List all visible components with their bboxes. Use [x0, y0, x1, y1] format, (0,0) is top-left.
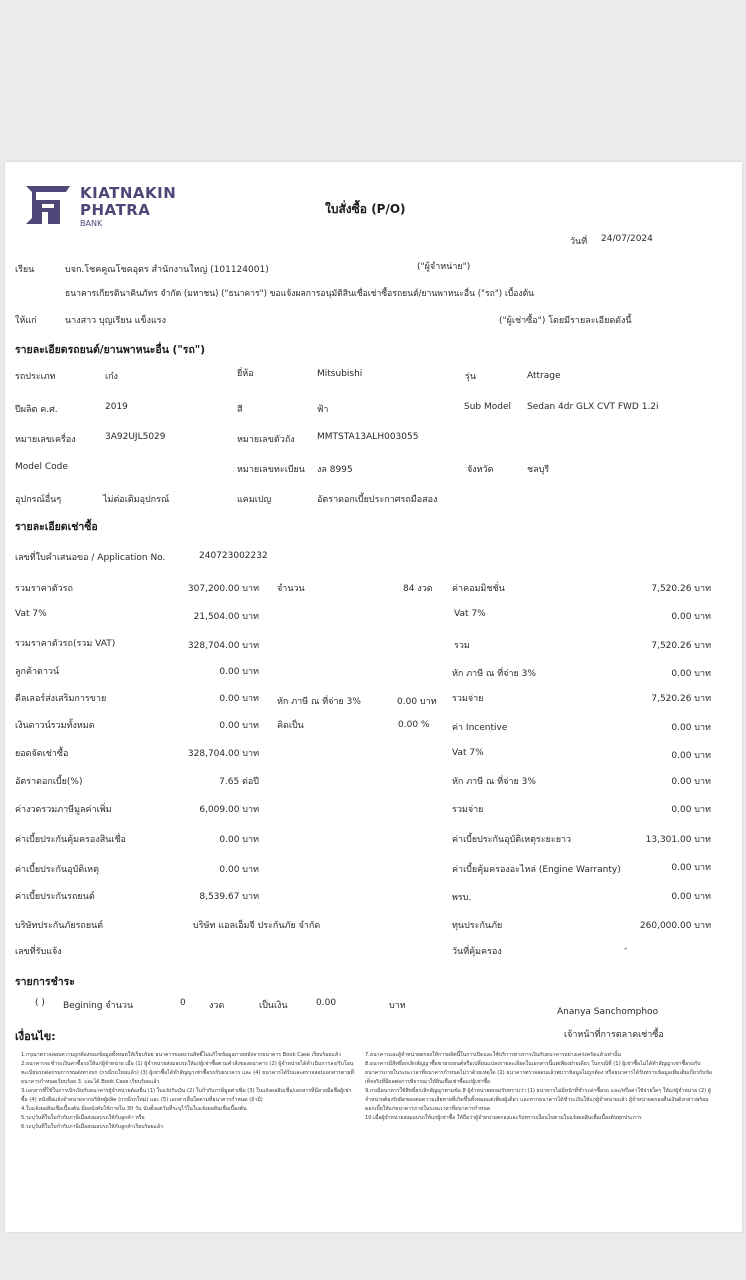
- lease-right-label: รวมจ่าย: [452, 805, 484, 815]
- lease-heading: รายละเอียดเช่าซื้อ: [15, 521, 98, 533]
- vehicle-row-label-1: หมายเลขเครื่อง: [15, 435, 76, 445]
- for-value: นางสาว บุญเรียน แข็งแรง: [65, 316, 167, 326]
- payment-heading: รายการชำระ: [15, 976, 75, 988]
- lease-left-label: เงินดาวน์รวมทั้งหมด: [15, 721, 95, 731]
- vehicle-row-label-3: จังหวัด: [467, 465, 494, 475]
- lease-right-label: ค่าเบี้ยคุ้มครองอะไหล่ (Engine Warranty): [452, 865, 621, 875]
- percent-value: 0.00 %: [398, 720, 430, 730]
- vehicle-row-label-1: Model Code: [15, 462, 68, 472]
- lease-right-value: 7,520.26 บาท: [651, 694, 711, 704]
- vehicle-row-label-2: หมายเลขทะเบียน: [237, 465, 305, 475]
- vehicle-row-label-2: แคมเปญ: [237, 495, 272, 505]
- logo-line1: KIATNAKIN: [80, 184, 177, 202]
- lease-right-value: 0.00 บาท: [671, 723, 711, 733]
- vehicle-row-value-2: อัตราดอกเบี้ยประกาศรถมือสอง: [317, 495, 438, 505]
- sum-insured-value: 260,000.00 บาท: [639, 921, 711, 931]
- vehicle-row-value-3: Attrage: [527, 371, 561, 381]
- coverage-date-label: วันที่คุ้มครอง: [452, 947, 502, 957]
- begining-count: 0: [180, 998, 186, 1008]
- vehicle-row-label-1: อุปกรณ์อื่นๆ: [15, 495, 62, 505]
- lease-left-value: 0.00 บาท: [219, 694, 259, 704]
- lease-left-label: ค่าเบี้ยประกันคุ้มครองสินเชื่อ: [15, 835, 126, 845]
- lease-right-value: 0.00 บาท: [671, 612, 711, 622]
- to-value: บจก.โชคคูณโชคอุดร สำนักงานใหญ่ (101124001): [65, 265, 269, 275]
- vehicle-row-value-2: Mitsubishi: [317, 369, 363, 379]
- amount-label: เป็นเงิน: [259, 1001, 288, 1011]
- lease-left-value: 328,704.00 บาท: [187, 749, 259, 759]
- amount-value: 0.00: [316, 998, 337, 1008]
- application-number: 240723002232: [199, 551, 268, 561]
- lease-right-label: Vat 7%: [452, 748, 484, 758]
- lease-right-value: 0.00 บาท: [671, 892, 711, 902]
- lease-left-value: 0.00 บาท: [219, 865, 259, 875]
- wht-value: 0.00 บาท: [397, 697, 437, 707]
- lease-right-label: Vat 7%: [454, 609, 486, 619]
- condition-item: 4.ใบแจ้งผลสินเชื่อเบื้องต้น มีผลบังคับใช้ภายใน 30 วัน นับตั้งแต่วันที่ระบุไว้ในใบแจ้งผลสินเชื่อเบื้องต้น: [21, 1106, 247, 1112]
- condition-item: 1.กรุณาตรวจสอบความถูกต้องของข้อมูลทั้งหมดให้เรียบร้อย ธนาคารขอสงวนสิทธิ์ไม่แก้ไขข้อมูลภายหลังจากธนาคาร Book Case เรียบร้อยแล้ว: [21, 1052, 341, 1058]
- lease-left-value: 0.00 บาท: [219, 835, 259, 845]
- bank-logo: [22, 182, 182, 234]
- vehicle-row-label-2: หมายเลขตัวถัง: [237, 435, 295, 445]
- to-label: เรียน: [15, 265, 35, 275]
- lease-right-value: 0.00 บาท: [671, 805, 711, 815]
- lease-right-label: หัก ภาษี ณ ที่จ่าย 3%: [452, 669, 536, 679]
- lease-right-label: พรบ.: [452, 893, 472, 903]
- vehicle-row-value-3: ชลบุรี: [527, 465, 550, 475]
- to-role: ("ผู้จำหน่าย"): [417, 262, 471, 272]
- lease-right-label: ค่าเบี้ยประกันอุบัติเหตุระยะยาว: [452, 835, 572, 845]
- lease-left-label: ค่าเบี้ยประกันอุบัติเหตุ: [15, 865, 99, 875]
- begining-unit: งวด: [209, 1001, 225, 1011]
- signer-title: เจ้าหน้าที่การตลาดเช่าซื้อ: [564, 1030, 664, 1040]
- lease-left-label: รวมราคาตัวรถ(รวม VAT): [15, 639, 116, 649]
- lease-right-value: 7,520.26 บาท: [651, 584, 711, 594]
- document-title: ใบสั่งซื้อ (P/O): [325, 202, 406, 216]
- logo-line3: BANK: [80, 219, 103, 228]
- coverage-date-value: -: [624, 944, 628, 954]
- vehicle-row-value-2: MMTSTA13ALH003055: [317, 432, 419, 442]
- lease-left-value: 0.00 บาท: [219, 721, 259, 731]
- condition-item: 7.ธนาคารและผู้จำหน่ายตกลงให้การผลิตนี้ในการเปิดและใช้บริการทางการเงินกับธนาคารอย่างเคร่งครัดแล้วเท่านั้น: [365, 1052, 621, 1058]
- lease-left-label: รวมราคาตัวรถ: [15, 584, 73, 594]
- vehicle-row-value-1: 2019: [105, 402, 128, 412]
- vehicle-row-label-2: สี: [237, 405, 243, 415]
- lease-right-label: ค่าคอมมิชชั่น: [452, 584, 505, 594]
- term-label: จำนวน: [277, 584, 305, 594]
- payment-paren: ( ): [35, 998, 45, 1008]
- lease-left-label: Vat 7%: [15, 609, 47, 619]
- vehicle-row-value-2: ฟ้า: [317, 405, 329, 415]
- lease-right-value: 0.00 บาท: [671, 863, 711, 873]
- vehicle-row-label-3: Sub Model: [464, 402, 512, 412]
- vehicle-row-label-1: รถประเภท: [15, 372, 56, 382]
- for-role: ("ผู้เช่าซื้อ") โดยมีรายละเอียดดังนี้: [499, 316, 632, 326]
- date-value: 24/07/2024: [601, 234, 653, 244]
- signer-name: Ananya Sanchomphoo: [557, 1007, 659, 1017]
- conditions-heading: เงื่อนไข:: [15, 1030, 56, 1043]
- lease-right-label: รวม: [454, 641, 470, 651]
- lease-left-value: 21,504.00 บาท: [193, 612, 259, 622]
- vehicle-row-value-1: เก๋ง: [105, 372, 118, 382]
- lease-left-value: 0.00 บาท: [219, 667, 259, 677]
- condition-item: 2.ธนาคารจะชำระเงินค่าซื้อรถให้แก่ผู้จำหน่าย เมื่อ (1) ผู้จำหน่ายส่งมอบรถให้แก่ผู้เช่าซื้อตามคำสั่งของธนาคาร (2) ผู้จำหน่ายได้ดำเนินการลง/รับโอนทะเบียนรถต่อกรมการขนส่งทางบก (กรณีรถใหม่แล้ว) (3) ผู้เช่าซื้อได้ทำสัญญาเช่าซื้อรถกับธนาคาร และ (4) ธนาคารได้รับและตรวจสอบเอกสารตามที่ธนาคารกำหนดเรียบร้อย 3. และได้ Book Case เรียบร้อยแล้ว: [21, 1061, 354, 1085]
- lease-right-value: 0.00 บาท: [671, 777, 711, 787]
- lease-left-value: 307,200.00 บาท: [187, 584, 259, 594]
- lease-right-label: หัก ภาษี ณ ที่จ่าย 3%: [452, 777, 536, 787]
- lease-left-label: ยอดจัดเช่าซื้อ: [15, 749, 69, 759]
- vehicle-row-value-1: 3A92UJL5029: [105, 432, 166, 442]
- lease-left-label: ค่างวดรวมภาษีมูลค่าเพิ่ม: [15, 805, 112, 815]
- vehicle-row-value-3: Sedan 4dr GLX CVT FWD 1.2i: [527, 402, 659, 412]
- condition-item: 3.เอกสารที่ใช้ในการเบิกเงินกับธนาคารผู้จำหน่ายต้องยื่น (1) ใบแจ้งรับเงิน (2) ใบกำกับภาษีมูลค่าเพิ่ม (3) ใบแจ้งผลสินเชื่อ/เอกสารที่มีลายมือชื่อผู้เช่าซื้อ (4) หนังสือแจ้งจำหน่ายจากบริษัทผู้ผลิต (กรณีรถใหม่) และ (5) เอกสารอื่นใดตามที่ธนาคารกำหนด (ถ้ามี): [21, 1088, 352, 1103]
- bank-logo-icon: [22, 182, 74, 230]
- lease-left-value: 6,009.00 บาท: [199, 805, 259, 815]
- intro-text: ธนาคารเกียรตินาคินภัทร จำกัด (มหาชน) ("ธนาคาร") ขอแจ้งผลการอนุมัติสินเชื่อเช่าซื้อรถยนต์/ยานพาหนะอื่น ("รถ") เบื้องต้น: [65, 289, 535, 299]
- amount-currency: บาท: [389, 1001, 406, 1011]
- for-label: ให้แก่: [15, 316, 37, 326]
- begining-label: Begining จำนวน: [63, 1001, 134, 1011]
- vehicle-row-value-1: ไม่ต่อเติมอุปกรณ์: [103, 495, 170, 505]
- lease-left-label: ค่าเบี้ยประกันรถยนต์: [15, 892, 95, 902]
- insurer-value: บริษัท แอลเอ็มจี ประกันภัย จำกัด: [193, 921, 321, 931]
- lease-right-label: ค่า Incentive: [452, 723, 508, 733]
- lease-left-label: ลูกค้าดาวน์: [15, 667, 60, 677]
- lease-left-label: ดีลเลอร์ส่งเสริมการขาย: [15, 694, 107, 704]
- condition-item: 10.เมื่อผู้จำหน่ายส่งมอบรถให้แก่ผู้เช่าซื้อ ให้ถือว่าผู้จำหน่ายตกลงและรับทราบเงื่อนไขตามใบแจ้งผลสินเชื่อเบื้องต้นทุกประการ: [365, 1115, 642, 1121]
- term-value: 84 งวด: [403, 584, 433, 594]
- percent-label: คิดเป็น: [277, 721, 304, 731]
- lease-right-value: 0.00 บาท: [671, 669, 711, 679]
- vehicle-row-label-2: ยี่ห้อ: [237, 369, 254, 379]
- vehicle-row-label-1: ปีผลิต ค.ศ.: [15, 405, 58, 415]
- insurer-label: บริษัทประกันภัยรถยนต์: [15, 921, 104, 931]
- conditions-right: [365, 1051, 717, 1123]
- vehicle-row-label-3: รุ่น: [465, 372, 476, 382]
- lease-right-value: 7,520.26 บาท: [651, 641, 711, 651]
- logo-line2: PHATRA: [80, 201, 151, 219]
- lease-right-value: 13,301.00 บาท: [645, 835, 711, 845]
- lease-left-value: 8,539.67 บาท: [199, 892, 259, 902]
- lease-left-value: 7.65 ต่อปี: [219, 777, 259, 787]
- wht-label: หัก ภาษี ณ ที่จ่าย 3%: [277, 697, 361, 707]
- notification-label: เลขที่รับแจ้ง: [15, 947, 62, 957]
- sum-insured-label: ทุนประกันภัย: [452, 921, 503, 931]
- condition-item: 5.ระบุวันที่ในใบกำกับภาษีเมื่อส่งมอบรถให้กับลูกค้า หรือ: [21, 1115, 145, 1121]
- lease-left-label: อัตราดอกเบี้ย(%): [15, 777, 83, 787]
- date-label: วันที่: [570, 237, 588, 247]
- lease-right-label: รวมจ่าย: [452, 694, 484, 704]
- lease-left-value: 328,704.00 บาท: [187, 641, 259, 651]
- purchase-order-document: [5, 162, 742, 1232]
- vehicle-heading: รายละเอียดรถยนต์/ยานพาหนะอื่น ("รถ"): [15, 344, 206, 356]
- lease-right-value: 0.00 บาท: [671, 751, 711, 761]
- conditions-left: [21, 1051, 357, 1132]
- application-label: เลขที่ใบคำเสนอขอ / Application No.: [15, 553, 166, 563]
- condition-item: 6.ระบุวันที่ในใบกำกับภาษีเมื่อส่งมอบรถให้กับลูกค้าเรียบร้อยแล้ว: [21, 1124, 163, 1130]
- vehicle-row-value-2: งล 8995: [317, 465, 353, 475]
- condition-item: 8.ธนาคารมีสิทธิ์ยกเลิกสัญญาซื้อขายรถยนต์หรือเปลี่ยนแปลงรายละเอียดในเอกสารนี้แต่เพียงฝ่ายเดียว ในกรณีที่ (1) ผู้เช่าซื้อไม่ได้ทำสัญญาเช่าซื้อรถกับธนาคารภายในระยะเวลาที่ธนาคารกำหนดไม่ว่าด้วยเหตุใด (2) ธนาคารตรวจสอบแล้วพบว่าข้อมูลไม่ถูกต้อง หรือธนาคารได้รับทราบข้อมูลเพิ่มเติมเกี่ยวกับข้อเท็จจริงที่มีผลต่อการพิจารณาให้สินเชื่อเช่าซื้อแก่ผู้เช่าซื้อ: [365, 1061, 712, 1085]
- condition-item: 9.กรณีธนาคารใช้สิทธิ์ยกเลิกสัญญาตามข้อ 8 ผู้จำหน่ายตกลงรับทราบว่า (1) ธนาคารไม่มีหน้าที่ชำระค่าซื้อรถ และ/หรือค่าใช้จ่ายใดๆ ให้แก่ผู้จำหน่าย (2) ผู้จำหน่ายต้องรับผิดชอบต่อความเสียหายที่เกิดขึ้นทั้งหมดแต่เพียงผู้เดียว และหากธนาคารได้ชำระเงินให้แก่ผู้จำหน่ายแล้ว ผู้จำหน่ายตกลงคืนเงินดังกล่าวพร้อมดอกเบี้ยให้แก่ธนาคารภายในระยะเวลาที่ธนาคารกำหนด: [365, 1088, 711, 1112]
